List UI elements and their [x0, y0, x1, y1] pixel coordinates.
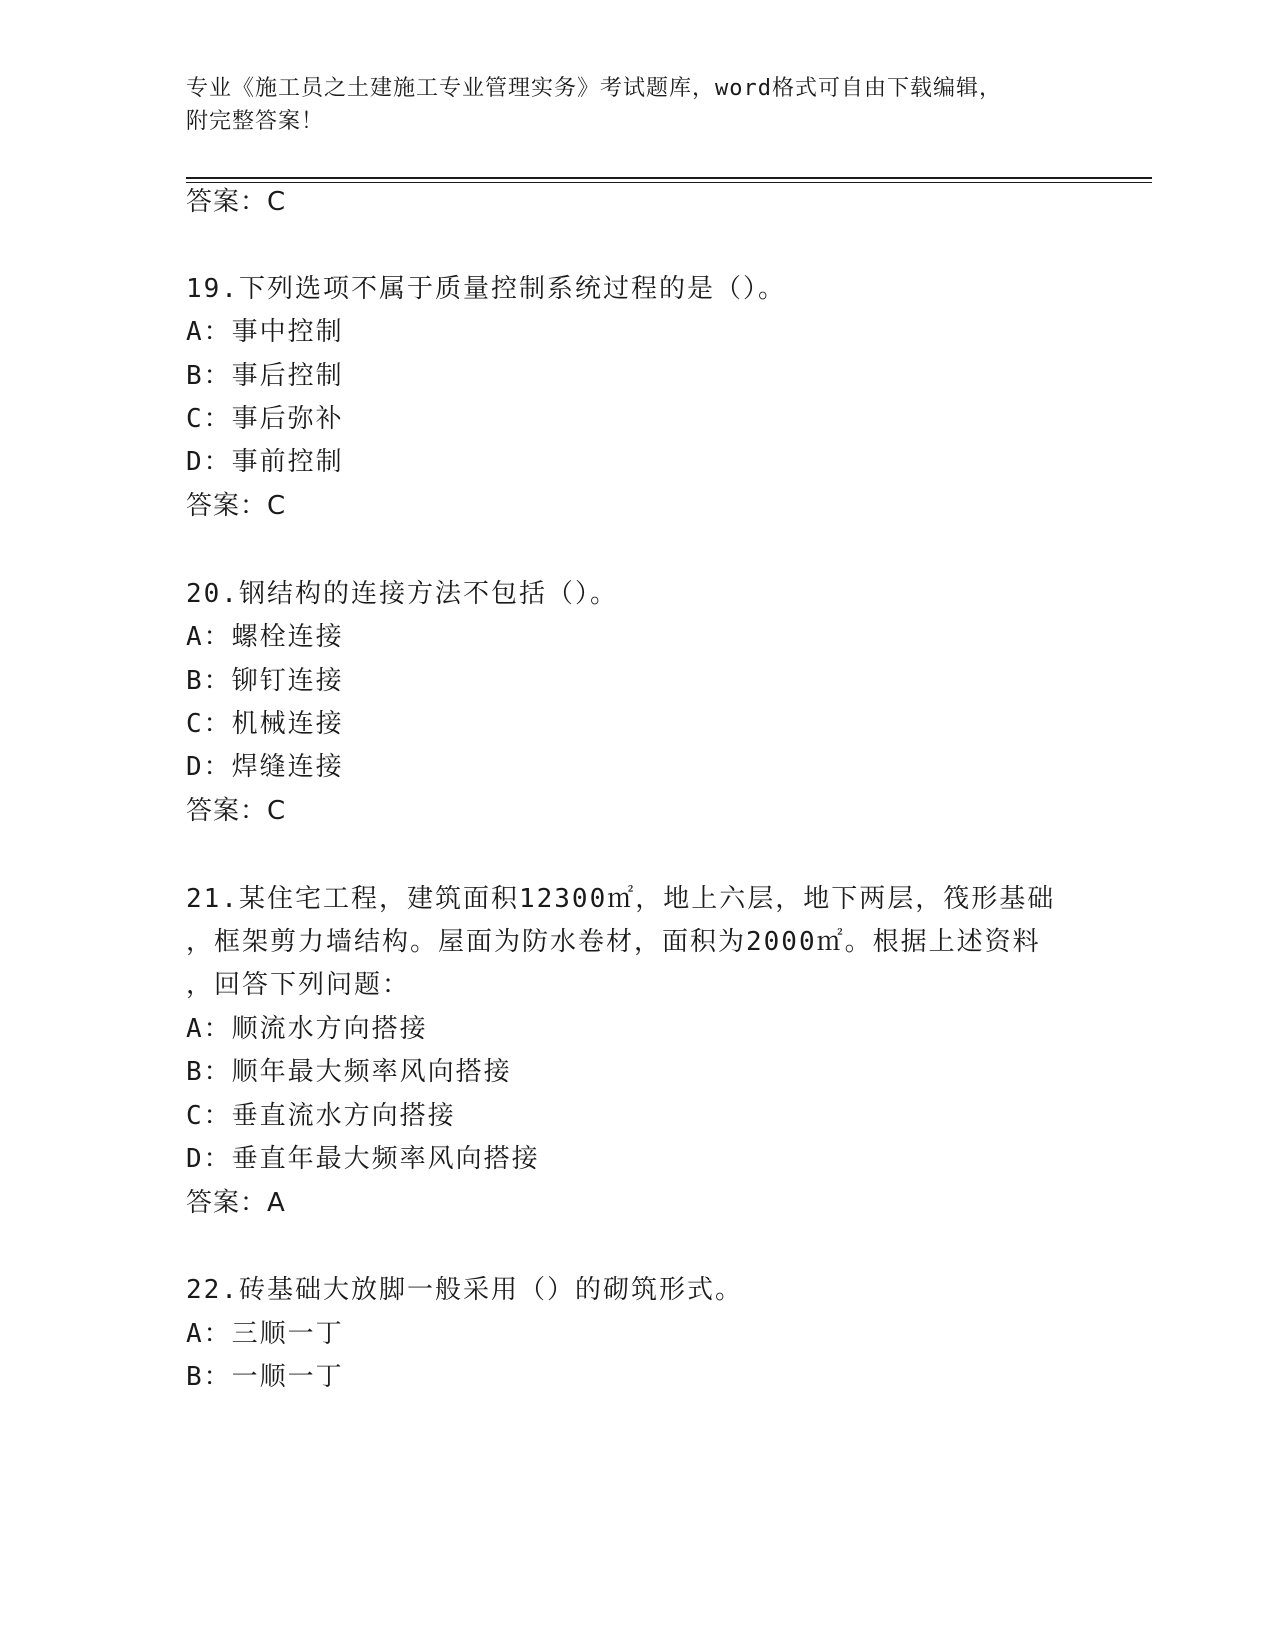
- question-19: 19.下列选项不属于质量控制系统过程的是（）。: [186, 274, 786, 304]
- option-21-b: B：顺年最大频率风向搭接: [186, 1057, 512, 1087]
- option-20-b: B：铆钉连接: [186, 666, 344, 696]
- header-line-1: 专业《施工员之土建施工专业管理实务》考试题库，word格式可自由下载编辑，: [186, 76, 1002, 101]
- option-19-b: B：事后控制: [186, 361, 344, 391]
- option-21-c: C：垂直流水方向搭接: [186, 1101, 456, 1131]
- answer-21: 答案：A: [186, 1188, 286, 1218]
- question-21-line-2: ，框架剪力墙结构。屋面为防水卷材，面积为2000㎡。根据上述资料: [186, 927, 1041, 957]
- option-20-d: D：焊缝连接: [186, 752, 344, 782]
- option-19-a: A：事中控制: [186, 317, 344, 347]
- question-22: 22.砖基础大放脚一般采用（）的砌筑形式。: [186, 1275, 743, 1305]
- option-22-a: A：三顺一丁: [186, 1319, 344, 1349]
- option-22-b: B：一顺一丁: [186, 1362, 344, 1392]
- header-divider-thick: [186, 177, 1152, 179]
- option-20-c: C：机械连接: [186, 709, 344, 739]
- answer-19: 答案：C: [186, 491, 287, 521]
- header-divider-thin: [186, 182, 1152, 183]
- option-21-a: A：顺流水方向搭接: [186, 1014, 428, 1044]
- question-20: 20.钢结构的连接方法不包括（）。: [186, 579, 618, 609]
- option-20-a: A：螺栓连接: [186, 622, 344, 652]
- question-21-line-3: ，回答下列问题：: [186, 970, 411, 1000]
- document-header: [186, 72, 1066, 138]
- option-19-c: C：事后弥补: [186, 404, 344, 434]
- option-21-d: D：垂直年最大频率风向搭接: [186, 1144, 540, 1174]
- header-line-2: 附完整答案！: [186, 109, 325, 134]
- question-21-line-1: 21.某住宅工程，建筑面积12300㎡，地上六层，地下两层，筏形基础: [186, 884, 1056, 914]
- answer-20: 答案：C: [186, 796, 287, 826]
- option-19-d: D：事前控制: [186, 447, 344, 477]
- answer-18: 答案：C: [186, 187, 287, 217]
